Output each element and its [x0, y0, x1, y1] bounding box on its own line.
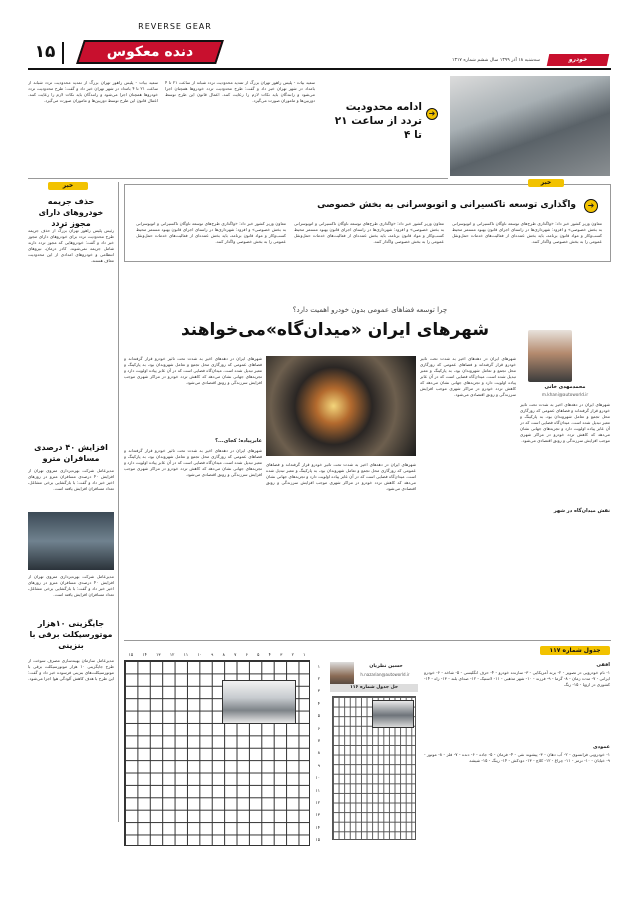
top-story-body: سعید بیات - پلیس راهور تهران بزرگ از تمدید محدودیت تردد شبانه از ساعت ۲۱ تا ۴ بامداد در شهر تهران خبر داد و گفت: طرح محدودیت تردد خودروها همچنان اجرا می‌شود و رانندگان باید نکات لازم را رعایت کنند. اعمال قانون این طرح توسط دوربین‌ها و ماموران صورت می‌گیرد.	[165, 80, 315, 103]
box-kicker: خبر	[528, 179, 564, 187]
section-logo-text: دنده معکوس	[106, 44, 194, 60]
across-title: افقی	[596, 662, 610, 668]
feature-body-c2: شهرهای ایران در دهه‌های اخیر به شدت تحت تاثیر خودرو قرار گرفته‌اند و فضاهای عمومی که روزگاری محل تجمع و تعامل شهروندان بود، به پارکینگ و معبر تبدیل شده است. میدان‌گاه فضایی است که در آن عابر پیاده اولویت دارد و تجربه‌های جهانی نشان می‌دهد که کاهش تردد خودرو در مراکز شهری موجب افزایش سرزندگی و رونق اقتصادی می‌شود.	[420, 356, 516, 397]
brand-logo: خودرو	[547, 54, 610, 66]
page-number: ۱۵	[28, 42, 64, 64]
feature-body-c4: شهرهای ایران در دهه‌های اخیر به شدت تحت تاثیر خودرو قرار گرفته‌اند و فضاهای عمومی که روزگاری محل تجمع و تعامل شهروندان بود، به پارکینگ و معبر تبدیل شده است. میدان‌گاه فضایی است که در آن عابر پیاده اولویت دارد و تجربه‌های جهانی نشان می‌دهد که کاهش تردد خودرو در مراکز شهری موجب افزایش سرزندگی و رونق اقتصادی می‌شود.	[124, 356, 262, 385]
side-title-1: حذف جریمه خودروهای دارای مجوز تردد	[38, 197, 104, 228]
box-body-1: معاون وزیر کشور خبر داد: «واگذاری طرح‌های توسعه ناوگان تاکسیرانی و اتوبوسرانی به بخش خصوصی» و افزود: شهرداری‌ها در راستای اجرای قانون بهبود مستمر محیط کسب‌وکار و مواد قانون برنامه، باید بخش عمده‌ای از فعالیت‌های خدمات حمل‌ونقل عمومی را به بخش خصوصی واگذار کنند.	[452, 221, 602, 244]
side-title-3: جایگزینی ۱۰هزار موتورسیکلت برقی با بنزینی	[29, 619, 113, 650]
square-photo	[266, 356, 416, 456]
top-story-body-col2: سعید بیات - پلیس راهور تهران بزرگ از تمدید محدودیت تردد شبانه از ساعت ۲۱ تا ۴ بامداد در شهر تهران خبر داد و گفت: طرح محدودیت تردد خودروها همچنان اجرا می‌شود و رانندگان باید نکات لازم را رعایت کنند. اعمال قانون این طرح توسط دوربین‌ها و ماموران صورت می‌گیرد.	[28, 80, 158, 103]
across-clues: ۱- نام خودرویی در تصویر - ۲- برند آمریکایی - ۳- سازنده خودرو - ۴- حرف انگلیسی - ۵- شاخه - ۶- خودرو ایرانی - ۷- مدت زمان - ۸- گرما - ۹- فرزند - ۱۰- شهر مذهبی - ۱۱- لاستیک - ۱۲- صدای بلند - ۱۳- راه - ۱۴- کشوری در اروپا - ۱۵- رنگ	[424, 670, 610, 687]
box-body-2: معاون وزیر کشور خبر داد: «واگذاری طرح‌های توسعه ناوگان تاکسیرانی و اتوبوسرانی به بخش خصوصی» و افزود: شهرداری‌ها در راستای اجرای قانون بهبود مستمر محیط کسب‌وکار و مواد قانون برنامه، باید بخش عمده‌ای از فعالیت‌های خدمات حمل‌ونقل عمومی را به بخش خصوصی واگذار کنند.	[294, 221, 444, 244]
down-clues: ۱- خودرویی فرانسوی - ۲- آب دهان - ۳- پیشوند نفی - ۴- فرمان - ۵- جاده - ۶- دنده - ۷- فلز - ۸- موتور - ۹- خیابان - ۱۰- ترمز - ۱۱- چراغ - ۱۲- کلاچ - ۱۳- دودکش - ۱۴- رینگ - ۱۵- شیشه	[424, 752, 610, 763]
feature-title: شهرهای ایران «میدان‌گاه»می‌خواهند	[180, 320, 490, 340]
box-body-3: معاون وزیر کشور خبر داد: «واگذاری طرح‌های توسعه ناوگان تاکسیرانی و اتوبوسرانی به بخش خصوصی» و افزود: شهرداری‌ها در راستای اجرای قانون بهبود مستمر محیط کسب‌وکار و مواد قانون برنامه، باید بخش عمده‌ای از فعالیت‌های خدمات حمل‌ونقل عمومی را به بخش خصوصی واگذار کنند.	[136, 221, 286, 244]
side-body-3: مدیرعامل سازمان بهینه‌سازی مصرف سوخت از طرح جایگزینی ۱۰ هزار موتورسیکلت برقی با موتورسیکلت‌های بنزینی فرسوده خبر داد و گفت: این طرح با هدف کاهش آلودگی هوا اجرا می‌شود.	[28, 658, 114, 681]
feature-kicker: چرا توسعه فضاهای عمومی بدون خودرو اهمیت دارد؟	[292, 306, 448, 314]
author-photo	[528, 330, 572, 382]
header-rule	[28, 68, 611, 70]
metro-photo	[28, 512, 114, 570]
reverse-gear-label: REVERSE GEAR	[138, 22, 212, 31]
side-column	[28, 182, 114, 822]
box-story	[124, 179, 611, 262]
box-title: واگذاری توسعه تاکسیرانی و اتوبوسرانی به بخش خصوصی	[317, 200, 576, 210]
top-story-arrow-icon: ➜	[426, 108, 438, 120]
crossword-author-name: حسین نظریان	[369, 664, 403, 669]
side-body-2b: مدیرعامل شرکت بهره‌برداری متروی تهران از افزایش ۴۰ درصدی مسافران مترو در روزهای اخیر خبر داد و گفت: با بازگشایی برخی مشاغل، تعداد مسافران افزایش یافته است.	[28, 574, 114, 597]
solution-label: حل جدول شماره ۱۱۶	[330, 684, 418, 692]
solution-car-photo	[372, 700, 414, 728]
highway-photo	[450, 76, 610, 176]
feature-body-c1: شهرهای ایران در دهه‌های اخیر به شدت تحت تاثیر خودرو قرار گرفته‌اند و فضاهای عمومی که روزگاری محل تجمع و تعامل شهروندان بود، به پارکینگ و معبر تبدیل شده است. میدان‌گاه فضایی است که در آن عابر پیاده اولویت دارد و تجربه‌های جهانی نشان می‌دهد که کاهش تردد خودرو در مراکز شهری موجب افزایش سرزندگی و رونق اقتصادی می‌شود.	[520, 402, 610, 443]
side-title-2: افزایش ۴۰ درصدی مسافران مترو	[28, 442, 114, 464]
crossword-row-numbers: ۱ ۲ ۳ ۴ ۵ ۶ ۷ ۸ ۹ ۱۰ ۱۱ ۱۲ ۱۳ ۱۴ ۱۵	[315, 663, 320, 843]
feature-subhead-2: نقش میدان‌گاه در شهر	[520, 508, 610, 514]
author-email: m.khani@autoworld.ir	[541, 392, 589, 397]
feature-subhead-1: عابرپیاده؛ کجای...؟	[215, 438, 262, 444]
crossword-car-photo	[222, 680, 296, 724]
date-line: سه‌شنبه ۱۸ آذر ۱۳۹۹ سال ششم شماره ۱۳۱۷	[452, 58, 540, 63]
crossword-column-numbers: ۱۵ ۱۴ ۱۳ ۱۲ ۱۱ ۱۰ ۹ ۸ ۷ ۶ ۵ ۴ ۳ ۲ ۱	[128, 652, 306, 657]
crossword-header: جدول شماره ۱۱۷	[540, 646, 610, 655]
feature-body-c3: شهرهای ایران در دهه‌های اخیر به شدت تحت تاثیر خودرو قرار گرفته‌اند و فضاهای عمومی که روزگاری محل تجمع و تعامل شهروندان بود، به پارکینگ و معبر تبدیل شده است. میدان‌گاه فضایی است که در آن عابر پیاده اولویت دارد و تجربه‌های جهانی نشان می‌دهد که کاهش تردد خودرو در مراکز شهری موجب افزایش سرزندگی و رونق اقتصادی می‌شود.	[266, 462, 416, 491]
top-story-title: ادامه محدودیت تردد از ساعت ۲۱ تا ۴	[334, 101, 422, 141]
side-body-1: رئیس پلیس راهور تهران بزرگ از حذف جریمه طرح محدودیت تردد برای خودروهای دارای مجوز خبر داد و گفت: خودروهایی که مجوز تردد دارند شامل جریمه نمی‌شوند. کادر درمان، نیروهای انتظامی و خودروهای امدادی از این محدودیت معاف هستند.	[28, 228, 114, 263]
side-kicker-1: خبر	[48, 182, 88, 190]
feature-body-c5: شهرهای ایران در دهه‌های اخیر به شدت تحت تاثیر خودرو قرار گرفته‌اند و فضاهای عمومی که روزگاری محل تجمع و تعامل شهروندان بود، به پارکینگ و معبر تبدیل شده است. میدان‌گاه فضایی است که در آن عابر پیاده اولویت دارد و تجربه‌های جهانی نشان می‌دهد که کاهش تردد خودرو در مراکز شهری موجب افزایش سرزندگی و رونق اقتصادی می‌شود.	[124, 448, 262, 477]
section-logo	[76, 40, 224, 64]
author-name: محمدمهدی خانی	[544, 384, 586, 390]
down-title: عمودی	[592, 744, 610, 750]
box-arrow-icon: ➜	[584, 199, 598, 213]
crossword-author-email: h.nazarian@autoworld.ir	[360, 672, 410, 677]
side-body-2: مدیرعامل شرکت بهره‌برداری متروی تهران از افزایش ۴۰ درصدی مسافران مترو در روزهای اخیر خبر داد و گفت: با بازگشایی برخی مشاغل، تعداد مسافران افزایش یافته است.	[28, 468, 114, 508]
